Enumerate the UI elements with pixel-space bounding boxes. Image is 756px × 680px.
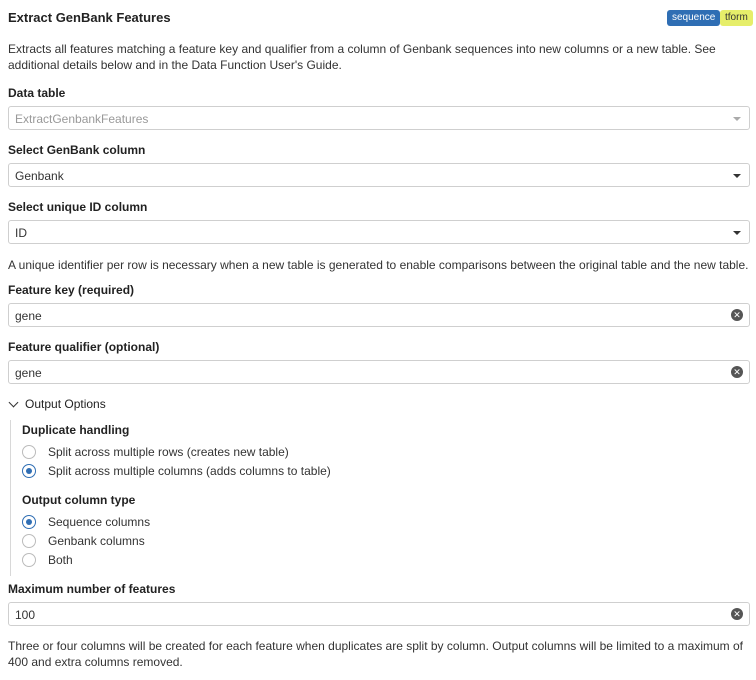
radio-split-columns[interactable]	[22, 464, 331, 478]
feature-qualifier-value: gene	[15, 366, 42, 380]
tag-sequence: sequence	[667, 10, 720, 26]
radio-button[interactable]	[22, 553, 36, 567]
radio-label: Genbank columns	[48, 534, 145, 548]
chevron-down-icon	[9, 398, 19, 408]
page-title: Extract GenBank Features	[8, 10, 171, 25]
output-options-label: Output Options	[25, 397, 106, 411]
feature-qualifier-input[interactable]	[8, 360, 750, 384]
id-column-value: ID	[15, 226, 27, 240]
data-table-select	[8, 106, 750, 130]
radio-label: Sequence columns	[48, 515, 151, 529]
chevron-down-icon[interactable]	[733, 231, 741, 235]
radio-button[interactable]	[22, 445, 36, 459]
radio-label: Split across multiple rows (creates new table)	[48, 445, 289, 459]
duplicate-handling-label: Duplicate handling	[22, 423, 130, 437]
chevron-down-icon[interactable]	[733, 174, 741, 178]
id-column-select[interactable]	[8, 220, 750, 244]
chevron-down-icon	[733, 117, 741, 121]
max-features-label: Maximum number of features	[8, 582, 176, 596]
radio-both[interactable]	[22, 553, 73, 567]
section-divider	[10, 420, 11, 576]
radio-split-rows[interactable]	[22, 445, 289, 459]
radio-button[interactable]	[22, 534, 36, 548]
feature-key-label: Feature key (required)	[8, 283, 135, 297]
radio-button[interactable]	[22, 464, 36, 478]
data-table-value: ExtractGenbankFeatures	[15, 112, 149, 126]
radio-genbank-columns[interactable]	[22, 534, 145, 548]
footer-note: Three or four columns will be created for each feature when duplicates are split by column. Output columns will be limited to a maximum of 400 and extra columns removed.	[8, 639, 743, 669]
clear-icon[interactable]: ✕	[731, 309, 743, 321]
clear-icon[interactable]: ✕	[731, 608, 743, 620]
feature-qualifier-label: Feature qualifier (optional)	[8, 340, 160, 354]
max-features-input[interactable]	[8, 602, 750, 626]
data-table-label: Data table	[8, 86, 66, 100]
max-features-value: 100	[15, 608, 36, 622]
description: Extracts all features matching a feature key and qualifier from a column of Genbank sequences into new columns or a new table. See additional details below and in the Data Function User's Guide.	[8, 42, 716, 72]
clear-icon[interactable]: ✕	[731, 366, 743, 378]
feature-key-value: gene	[15, 309, 42, 323]
genbank-column-value: Genbank	[15, 169, 64, 183]
output-options-toggle[interactable]	[8, 397, 106, 411]
column-type-label: Output column type	[22, 493, 136, 507]
genbank-column-label: Select GenBank column	[8, 143, 146, 157]
id-column-label: Select unique ID column	[8, 200, 148, 214]
radio-label: Split across multiple columns (adds columns to table)	[48, 464, 331, 478]
radio-sequence-columns[interactable]	[22, 515, 150, 529]
genbank-column-select[interactable]	[8, 163, 750, 187]
tag-tform: tform	[720, 10, 753, 26]
id-column-note: A unique identifier per row is necessary when a new table is generated to enable comparisons between the original table and the new table.	[8, 258, 749, 272]
radio-button[interactable]	[22, 515, 36, 529]
feature-key-input[interactable]	[8, 303, 750, 327]
radio-label: Both	[48, 553, 73, 567]
